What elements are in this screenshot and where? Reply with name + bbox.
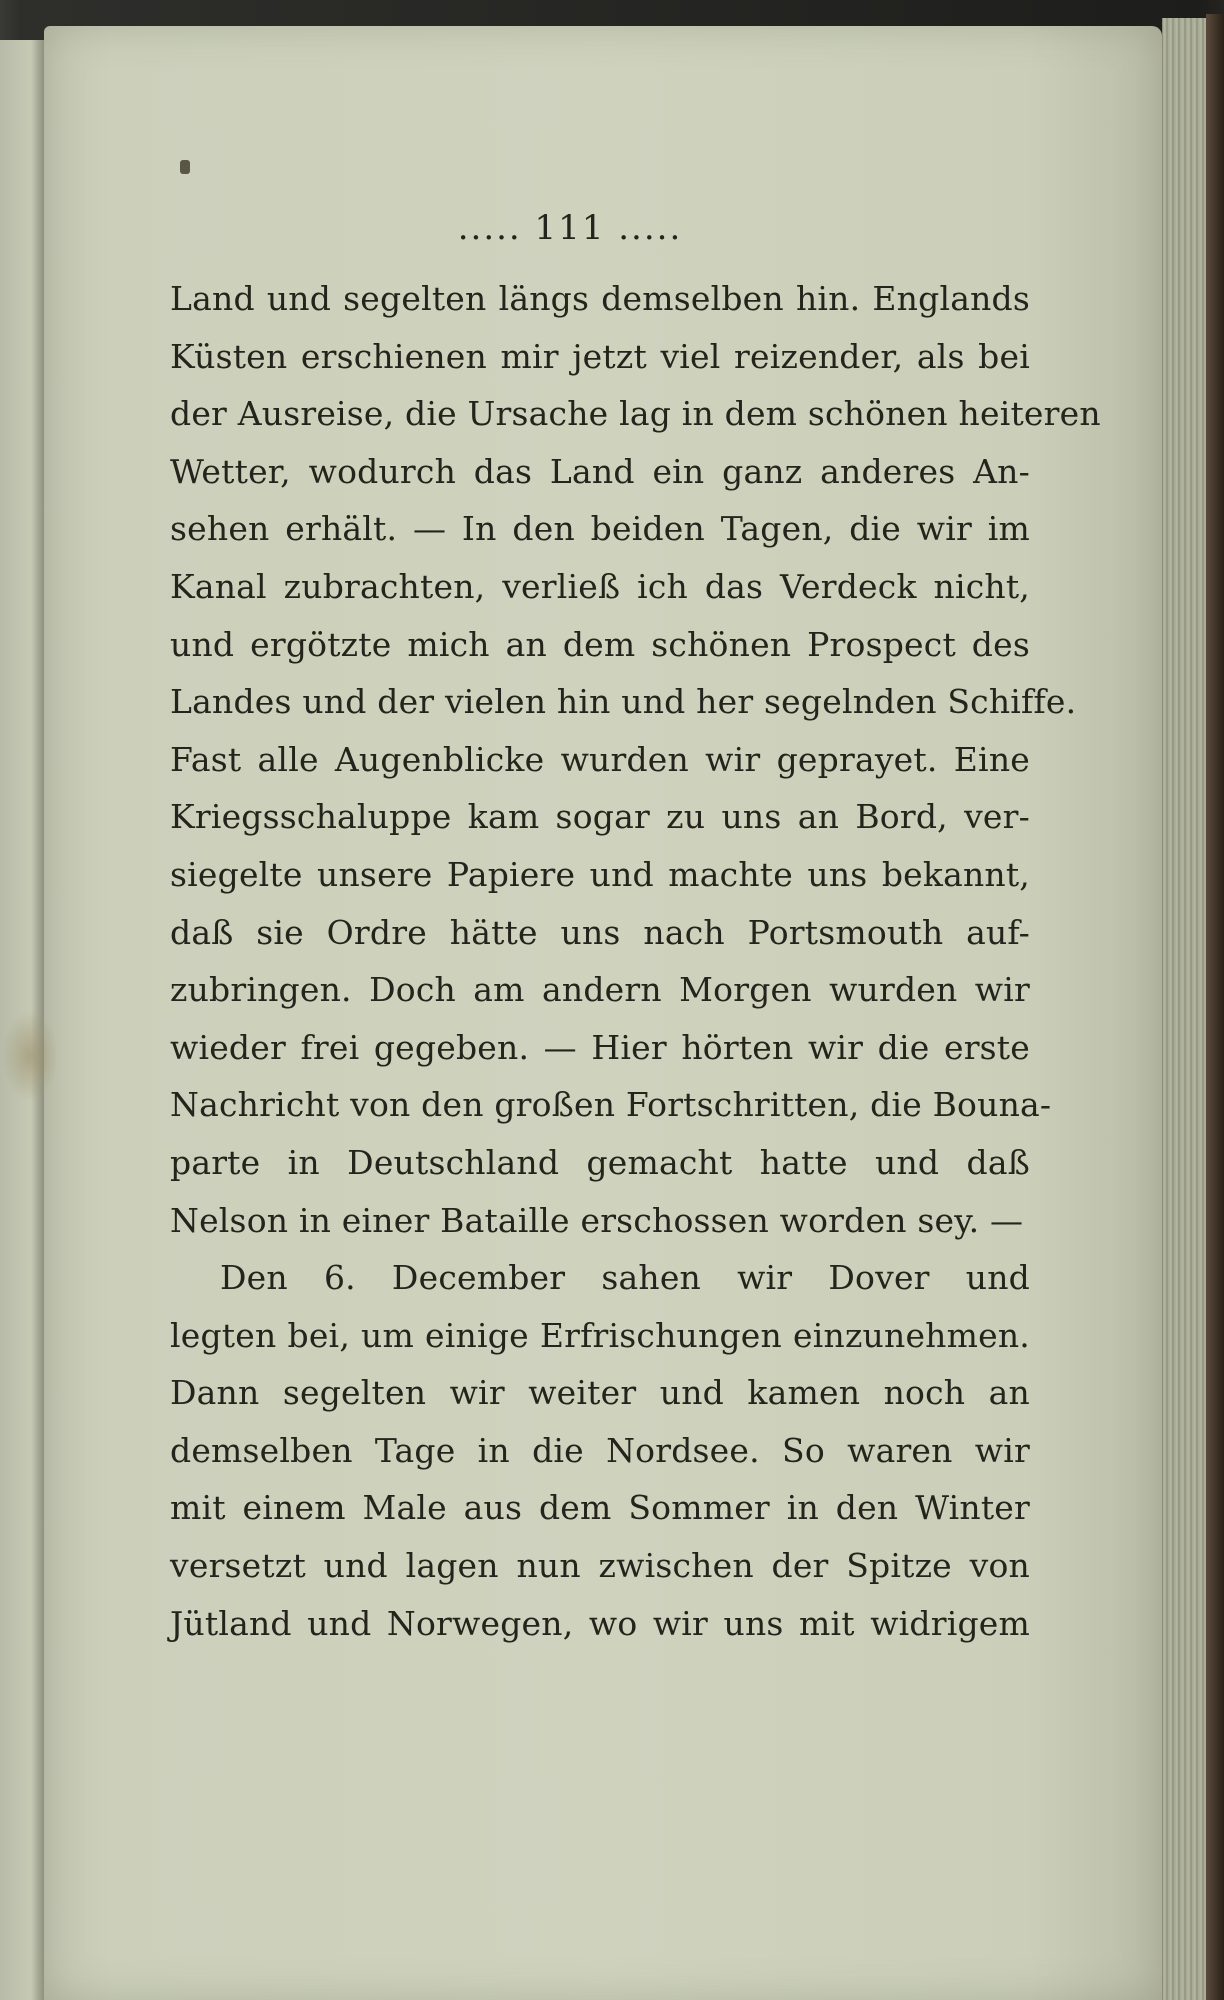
- text-line-7: und ergötzte mich an dem schönen Prospect des: [170, 624, 1030, 664]
- text-line-16: parte in Deutschland gemacht hatte und daß: [170, 1142, 1030, 1182]
- text-line-9: Fast alle Augenblicke wurden wir geprayet. Eine: [170, 739, 1030, 779]
- binding-shadow: [1206, 14, 1224, 2000]
- text-line-14: wieder frei gegeben. — Hier hörten wir die erste: [170, 1027, 1030, 1067]
- text-line-12: daß sie Ordre hätte uns nach Portsmouth auf-: [170, 912, 1030, 952]
- page-block-edge: [1162, 18, 1207, 2000]
- text-line-10: Kriegsschaluppe kam sogar zu uns an Bord, ver-: [170, 797, 1030, 837]
- text-line-4: Wetter, wodurch das Land ein ganz anderes An-: [170, 451, 1030, 491]
- facing-page-edge: [0, 40, 45, 2000]
- text-line-21: demselben Tage in die Nordsee. So waren wir: [170, 1430, 1030, 1470]
- text-line-8: Landes und der vielen hin und her segelnden Schiffe.: [170, 682, 1077, 722]
- text-line-22: mit einem Male aus dem Sommer in den Winter: [170, 1488, 1030, 1528]
- page-number-header: ..... 111 .....: [457, 208, 683, 248]
- text-line-2: Küsten erschienen mir jetzt viel reizender, als bei: [170, 336, 1030, 376]
- text-line-5: sehen erhält. — In den beiden Tagen, die wir im: [170, 509, 1030, 549]
- page-text-block: [170, 208, 1101, 1652]
- text-line-6: Kanal zubrachten, verließ ich das Verdeck nicht,: [170, 566, 1030, 606]
- text-line-11: siegelte unsere Papiere und machte uns bekannt,: [170, 854, 1030, 894]
- text-line-23: versetzt und lagen nun zwischen der Spitze von: [170, 1546, 1030, 1586]
- text-line-1: Land und segelten längs demselben hin. Englands: [170, 279, 1030, 318]
- text-line-19: legten bei, um einige Erfrischungen einzunehmen.: [170, 1315, 1030, 1355]
- text-line-20: Dann segelten wir weiter und kamen noch an: [170, 1373, 1030, 1413]
- text-line-24: Jütland und Norwegen, wo wir uns mit widrigem: [170, 1603, 1030, 1643]
- text-line-3: der Ausreise, die Ursache lag in dem schönen heiteren: [170, 394, 1101, 434]
- text-line-17: Nelson in einer Bataille erschossen worden sey. —: [170, 1200, 1024, 1240]
- text-line-13: zubringen. Doch am andern Morgen wurden wir: [170, 970, 1030, 1010]
- text-line-15: Nachricht von den großen Fortschritten, die Bouna-: [170, 1085, 1052, 1125]
- text-line-18: Den 6. December sahen wir Dover und: [220, 1258, 1030, 1298]
